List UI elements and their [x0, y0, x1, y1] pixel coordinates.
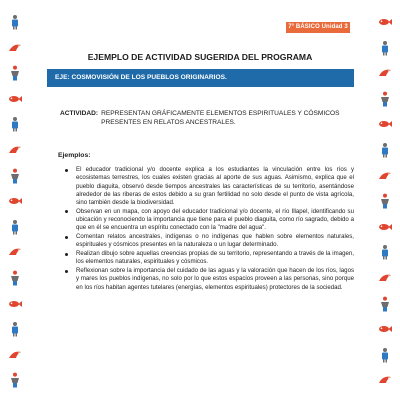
list-item	[62, 208, 354, 233]
example-text: Reflexionan sobre la importancia del cuidado de las aguas y la valoración que hacen de los ríos, lagos y mares los pueblos indígenas, no solo por lo que estos espacios proveen a las personas, sino porque en los ríos habitan agentes tutelares (energías, elementos espirituales) protectores de la sociedad.	[76, 267, 354, 291]
fish-icon	[377, 321, 393, 337]
examples-heading: Ejemplos:	[58, 152, 91, 159]
bullet-icon	[65, 210, 68, 213]
left-decoration-column	[4, 0, 28, 400]
bird-icon	[377, 65, 393, 81]
figure-icon	[377, 244, 393, 260]
fish-icon	[377, 14, 393, 30]
activity-label: ACTIVIDAD:	[60, 110, 99, 117]
figure-icon	[377, 347, 393, 363]
bird-icon	[377, 372, 393, 388]
bird-icon	[7, 244, 23, 260]
right-decoration-column	[374, 0, 398, 400]
list-item	[62, 267, 354, 292]
bird-icon	[7, 347, 23, 363]
figure-icon	[377, 142, 393, 158]
figure-icon	[7, 14, 23, 30]
bird-icon	[377, 270, 393, 286]
person-icon	[377, 91, 393, 107]
bullet-icon	[65, 270, 68, 273]
bird-icon	[7, 40, 23, 56]
example-text: Observan en un mapa, con apoyo del educador tradicional y/o docente, el río Illapel, identificando su ubicación y reconociendo la importancia que tiene para el pueblo diaguita, como río sagrado, debido a que en él se encuentra un espíritu conectado con la "madre del agua".	[76, 207, 354, 232]
figure-icon	[7, 219, 23, 235]
example-text: Realizan dibujo sobre aquellas creencias propias de su territorio, representando a través de la imagen, los elementos naturales, espirituales y cósmicos.	[76, 250, 354, 266]
figure-icon	[7, 116, 23, 132]
bird-icon	[377, 168, 393, 184]
person-icon	[377, 193, 393, 209]
list-item	[62, 166, 354, 207]
fish-icon	[377, 219, 393, 235]
example-text: Comentan relatos ancestrales, indígenas o no indígenas que hablen sobre elementos naturales, espirituales y cósmicos presentes en la naturaleza o un lugar determinado.	[76, 233, 354, 249]
fish-icon	[377, 116, 393, 132]
bullet-icon	[65, 253, 68, 256]
bird-icon	[7, 142, 23, 158]
person-icon	[7, 270, 23, 286]
person-icon	[7, 168, 23, 184]
figure-icon	[377, 40, 393, 56]
list-item	[62, 233, 354, 250]
activity-text: REPRESENTAN GRÁFICAMENTE ELEMENTOS ESPIRITUALES Y CÓSMICOS PRESENTES EN RELATOS ANCESTRALES.	[101, 110, 340, 126]
fish-icon	[7, 91, 23, 107]
unit-tab: 7° BÁSICO Unidad 3	[286, 22, 350, 33]
activity-block	[60, 109, 360, 127]
fish-icon	[7, 296, 23, 312]
bullet-icon	[65, 169, 68, 172]
person-icon	[7, 372, 23, 388]
person-icon	[377, 296, 393, 312]
bullet-icon	[65, 236, 68, 239]
examples-list	[62, 166, 354, 292]
list-item	[62, 250, 354, 267]
person-icon	[7, 65, 23, 81]
example-text: El educador tradicional y/o docente explica a los estudiantes la vinculación entre los ríos y ecosistemas terrestres, los cuales existen gracias al aporte de sus aguas. Asimismo, explica que el pueblo diaguita, observó desde tiempos ancestrales las características de su territorio, asentándose alrededor de las riberas de estos debido a su gran fertilidad no solo desde el punto de vista agrícola, sino también desde la biodiversidad.	[76, 166, 354, 207]
fish-icon	[7, 193, 23, 209]
page-title: EJEMPLO DE ACTIVIDAD SUGERIDA DEL PROGRAMA	[87, 52, 313, 62]
figure-icon	[7, 321, 23, 337]
axis-banner: EJE: COSMOVISIÓN DE LOS PUEBLOS ORIGINARIOS.	[47, 69, 354, 87]
